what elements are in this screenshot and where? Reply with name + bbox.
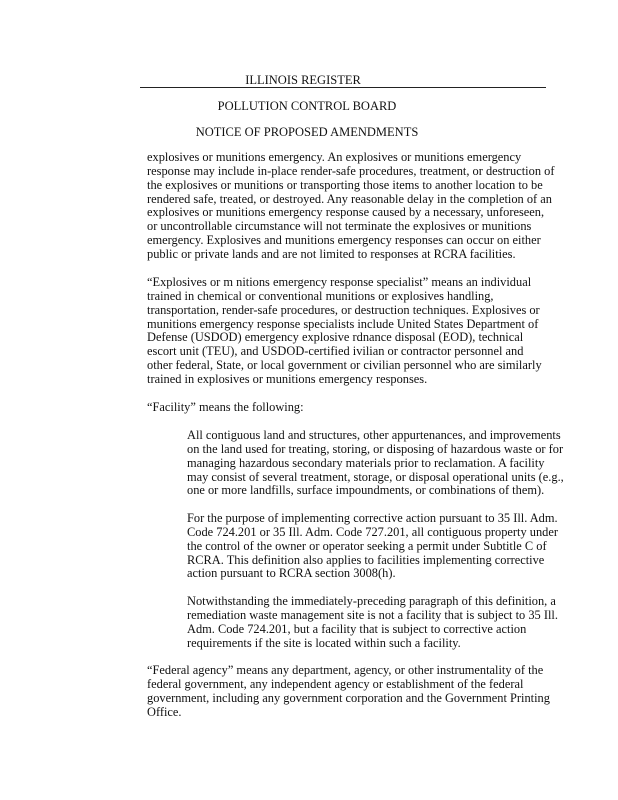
paragraph: [147, 276, 542, 387]
text-line: transportation, render-safe procedures, or destruction techniques. Explosives or: [147, 302, 540, 317]
text-line: government, including any government corporation and the Government Printing: [147, 690, 550, 705]
text-line: public or private lands and are not limited to responses at RCRA facilities.: [147, 246, 516, 261]
board-title: POLLUTION CONTROL BOARD: [217, 99, 397, 113]
text-line: one or more landfills, surface impoundments, or combinations of them).: [187, 483, 545, 498]
text-line: Notwithstanding the immediately-preceding paragraph of this definition, a: [187, 594, 556, 608]
text-line: “Federal agency” means any department, agency, or other instrumentality of the: [147, 663, 544, 677]
text-line: on the land used for treating, storing, or disposing of hazardous waste or for: [187, 441, 564, 456]
text-line: requirements if the site is located within such a facility.: [187, 635, 461, 650]
text-line: the explosives or munitions or transporting those items to another location to be: [147, 177, 543, 192]
text-line: trained in explosives or munitions emergency responses.: [147, 371, 428, 386]
text-line: remediation waste management site is not a facility that is subject to 35 Ill.: [187, 607, 558, 622]
text-line: Code 724.201 or 35 Ill. Adm. Code 727.201, all contiguous property under: [187, 524, 558, 539]
text-line: Office.: [147, 704, 182, 719]
text-line: escort unit (TEU), and USDOD-certified ivilian or contractor personnel and: [147, 344, 524, 359]
text-line: action pursuant to RCRA section 3008(h).: [187, 566, 396, 581]
paragraph: [147, 151, 554, 262]
notice-title: NOTICE OF PROPOSED AMENDMENTS: [195, 125, 419, 139]
register-title: ILLINOIS REGISTER: [245, 73, 361, 87]
paragraph: [187, 429, 564, 498]
text-line: or uncontrollable circumstance will not terminate the explosives or munitions: [147, 219, 532, 234]
text-line: trained in chemical or conventional munitions or explosives handling,: [147, 288, 494, 303]
paragraph: [147, 664, 550, 719]
text-line: “Facility” means the following:: [147, 400, 304, 414]
text-line: the control of the owner or operator seeking a permit under Subtitle C of: [187, 538, 547, 553]
text-line: Adm. Code 724.201, but a facility that is subject to corrective action: [187, 621, 527, 636]
paragraph: [187, 595, 558, 650]
text-line: may consist of several treatment, storage, or disposal operational units (e.g.,: [187, 469, 564, 484]
text-line: emergency. Explosives and munitions emergency responses can occur on either: [147, 233, 541, 248]
text-line: explosives or munitions emergency response caused by a necessary, unforeseen,: [147, 205, 545, 220]
text-line: For the purpose of implementing corrective action pursuant to 35 Ill. Adm.: [187, 511, 558, 525]
paragraph: [147, 401, 304, 415]
header-rule: [140, 87, 546, 88]
text-line: “Explosives or m nitions emergency response specialist” means an individual: [147, 275, 532, 289]
text-line: response may include in-place render-safe procedures, treatment, or destruction of: [147, 163, 555, 178]
paragraph: [187, 512, 558, 581]
text-line: RCRA. This definition also applies to facilities implementing corrective: [187, 552, 545, 567]
text-line: managing hazardous secondary materials prior to reclamation. A facility: [187, 455, 545, 470]
text-line: federal government, any independent agency or establishment of the federal: [147, 676, 524, 691]
text-line: explosives or munitions emergency. An explosives or munitions emergency: [147, 150, 522, 164]
text-line: Defense (USDOD) emergency explosive rdnance disposal (EOD), technical: [147, 330, 524, 345]
text-line: munitions emergency response specialists include United States Department of: [147, 316, 539, 331]
text-line: All contiguous land and structures, other appurtenances, and improvements: [187, 428, 561, 442]
text-line: rendered safe, treated, or destroyed. Any reasonable delay in the completion of an: [147, 191, 552, 206]
text-line: other federal, State, or local government or civilian personnel who are similarly: [147, 358, 542, 373]
